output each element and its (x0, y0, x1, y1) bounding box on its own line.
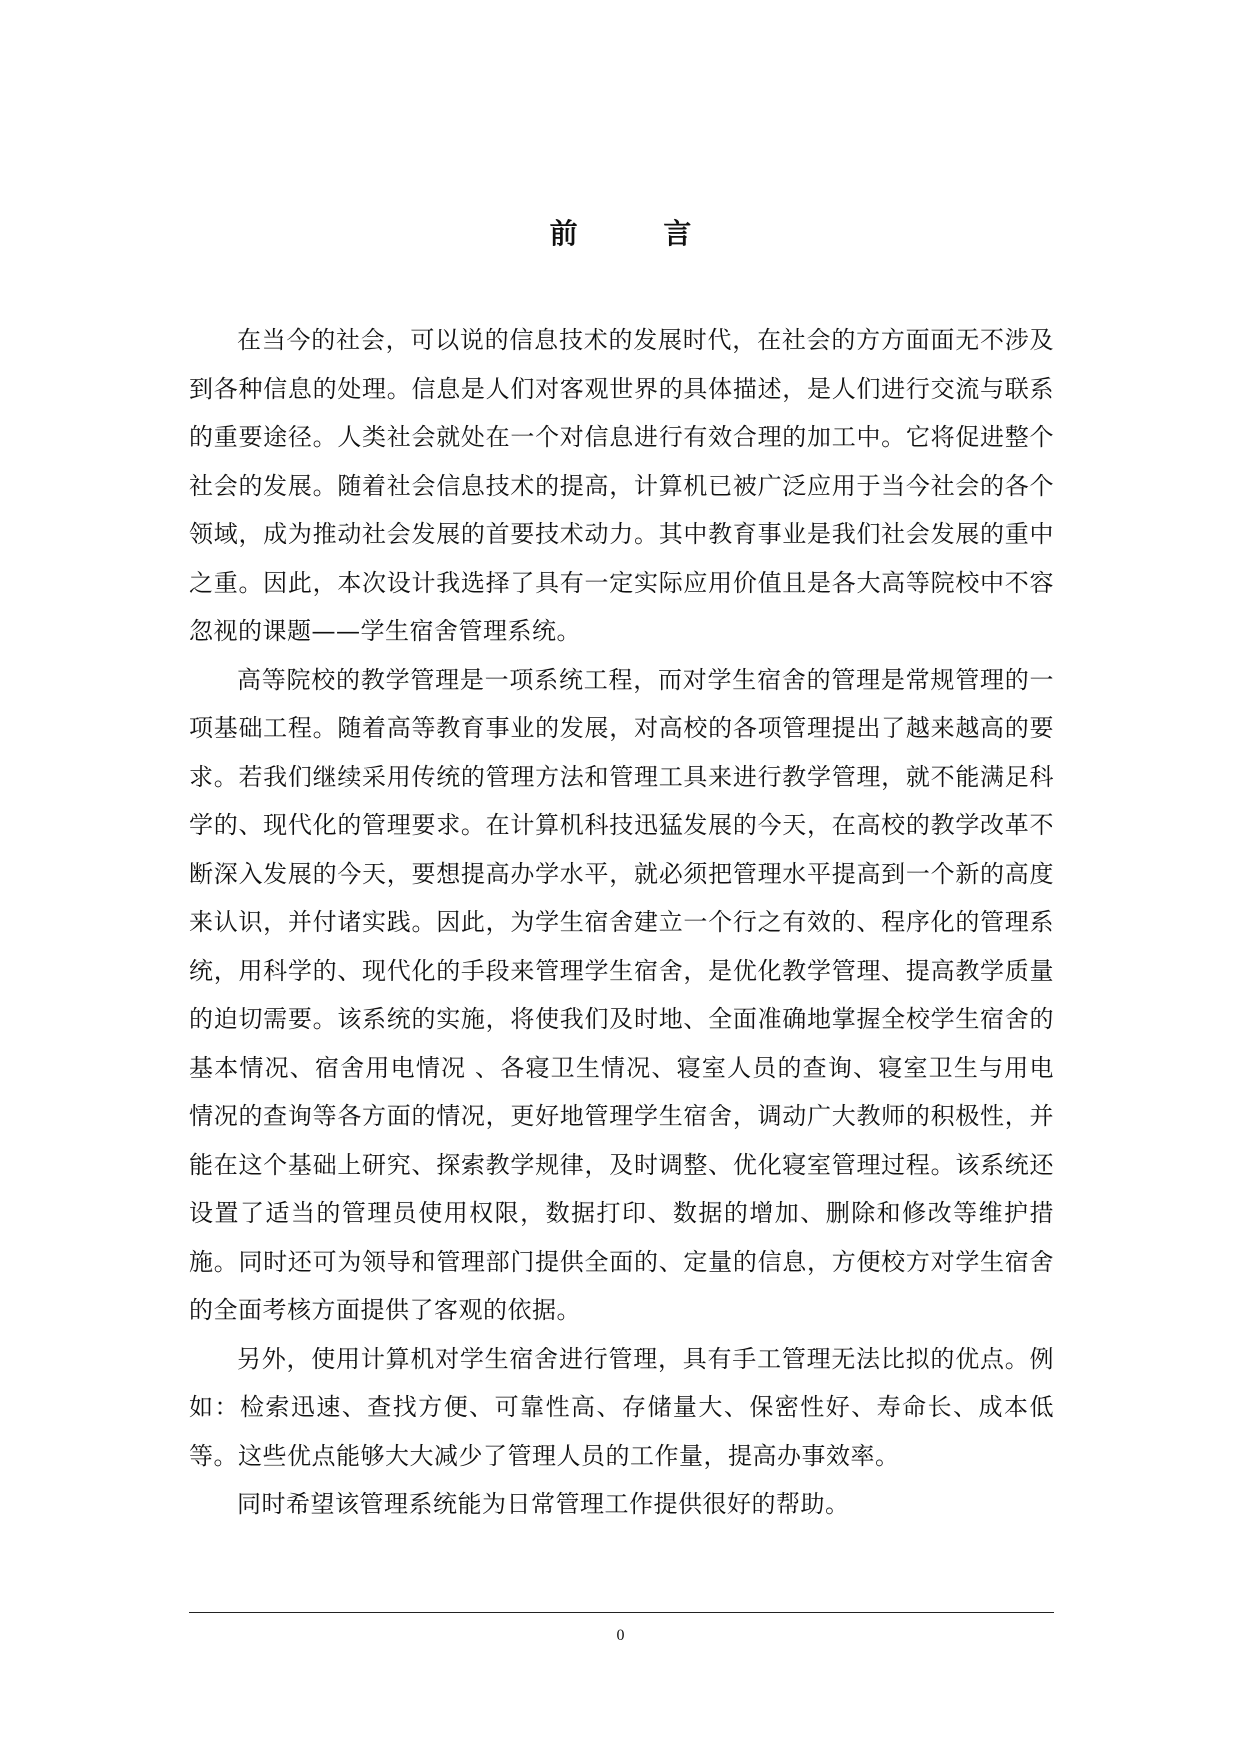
paragraph-2: 高等院校的教学管理是一项系统工程，而对学生宿舍的管理是常规管理的一项基础工程。随着高等教育事业的发展，对高校的各项管理提出了越来越高的要求。若我们继续采用传统的管理方法和管理工具来进行教学管理，就不能满足科学的、现代化的管理要求。在计算机科技迅猛发展的今天，在高校的教学改革不断深入发展的今天，要想提高办学水平，就必须把管理水平提高到一个新的高度来认识，并付诸实践。因此，为学生宿舍建立一个行之有效的、程序化的管理系统，用科学的、现代化的手段来管理学生宿舍，是优化教学管理、提高教学质量的迫切需要。该系统的实施，将使我们及时地、全面准确地掌握全校学生宿舍的基本情况、宿舍用电情况 、各寝卫生情况、寝室人员的查询、寝室卫生与用电情况的查询等各方面的情况，更好地管理学生宿舍，调动广大教师的积极性，并能在这个基础上研究、探索教学规律，及时调整、优化寝室管理过程。该系统还设置了适当的管理员使用权限，数据打印、数据的增加、删除和修改等维护措施。同时还可为领导和管理部门提供全面的、定量的信息，方便校方对学生宿舍的全面考核方面提供了客观的依据。 (189, 665, 1054, 1324)
paragraph-1: 在当今的社会，可以说的信息技术的发展时代，在社会的方方面面无不涉及到各种信息的处理。信息是人们对客观世界的具体描述，是人们进行交流与联系的重要途径。人类社会就处在一个对信息进行有效合理的加工中。它将促进整个社会的发展。随着社会信息技术的提高，计算机已被广泛应用于当今社会的各个领域，成为推动社会发展的首要技术动力。其中教育事业是我们社会发展的重中之重。因此，本次设计我选择了具有一定实际应用价值且是各大高等院校中不容忽视的课题——学生宿舍管理系统。 (189, 326, 1054, 645)
paragraph-3: 另外，使用计算机对学生宿舍进行管理，具有手工管理无法比拟的优点。例如：检索迅速、查找方便、可靠性高、存储量大、保密性好、寿命长、成本低等。这些优点能够大大减少了管理人员的工作量，提高办事效率。 (189, 1344, 1054, 1470)
page-title: 前 言 (549, 216, 730, 250)
paragraph-4: 同时希望该管理系统能为日常管理工作提供很好的帮助。 (237, 1490, 850, 1518)
page-number: 0 (616, 1627, 625, 1644)
body-text (189, 316, 1054, 1529)
footer-divider (189, 1612, 1054, 1613)
